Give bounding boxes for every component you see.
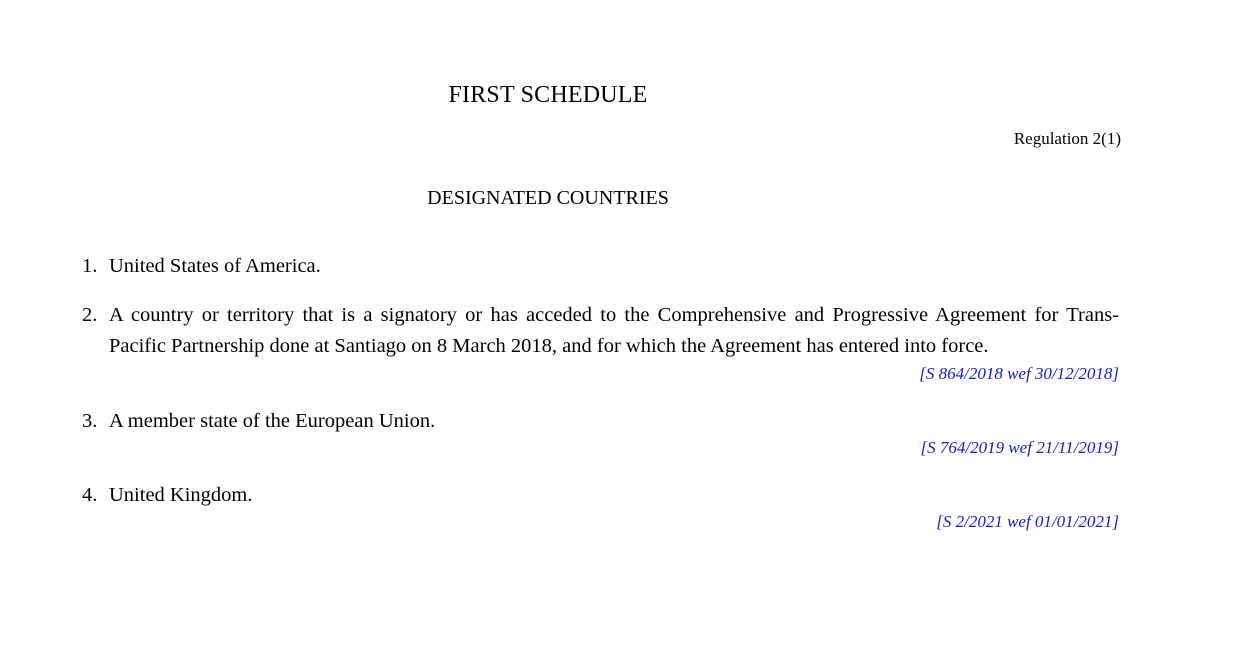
list-item-number: 4. (82, 484, 98, 506)
list-item-number: 3. (82, 410, 98, 432)
schedule-title: FIRST SCHEDULE (448, 82, 648, 108)
list-item-4 (82, 480, 1119, 511)
list-item-2 (82, 300, 1119, 362)
regulation-reference: Regulation 2(1) (1013, 129, 1121, 148)
list-item-1 (82, 251, 1119, 282)
list-item-text: A country or territory that is a signatory or has acceded to the Comprehensive and Progressive Agreement for Trans-Pacific Partnership done at Santiago on 8 March 2018, and for which the Agreement has entered into force. (109, 304, 1119, 357)
amendment-note[interactable]: [S 864/2018 wef 30/12/2018] (919, 364, 1119, 383)
amendment-note[interactable]: [S 764/2019 wef 21/11/2019] (920, 438, 1119, 457)
amendment-note[interactable]: [S 2/2021 wef 01/01/2021] (936, 512, 1119, 531)
list-item-text: United Kingdom. (109, 484, 253, 506)
list-item-number: 1. (82, 255, 98, 277)
list-item-text: United States of America. (109, 255, 321, 277)
list-item-3 (82, 406, 1119, 437)
list-item-number: 2. (82, 304, 98, 326)
list-item-text: A member state of the European Union. (109, 410, 436, 432)
section-heading: DESIGNATED COUNTRIES (427, 187, 669, 209)
